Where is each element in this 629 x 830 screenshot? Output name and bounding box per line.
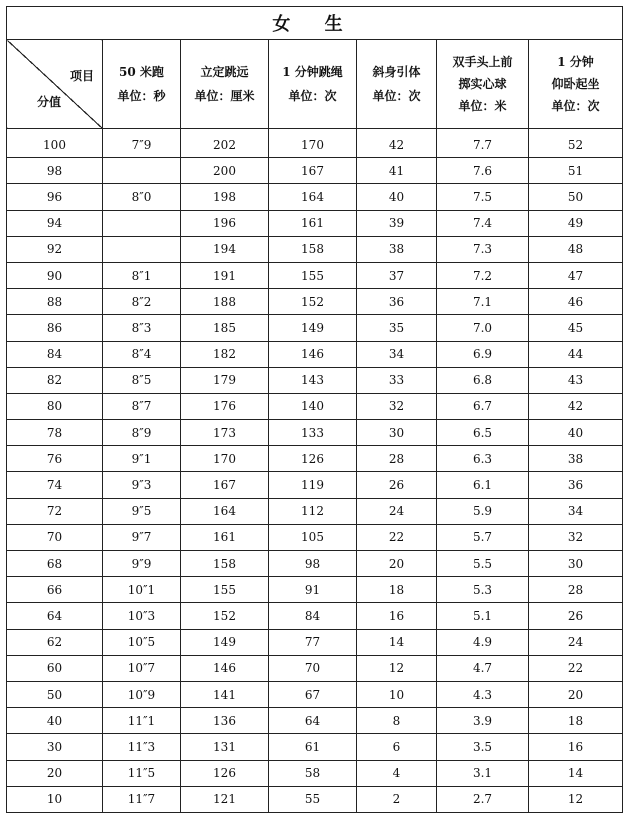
value-cell: 8″2 [103,289,181,315]
score-cell: 30 [7,734,103,760]
score-cell: 66 [7,577,103,603]
table-row [7,760,623,786]
value-cell: 18 [529,708,623,734]
col-header-long-jump [181,40,269,129]
value-cell: 58 [269,760,357,786]
value-cell: 7″9 [103,129,181,158]
value-cell: 5.5 [437,551,529,577]
value-cell: 152 [181,603,269,629]
col-name: 50 米跑 [119,65,164,79]
value-cell: 5.9 [437,498,529,524]
value-cell: 146 [181,655,269,681]
value-cell: 42 [529,393,623,419]
value-cell: 35 [357,315,437,341]
value-cell: 182 [181,341,269,367]
value-cell: 98 [269,551,357,577]
score-cell: 88 [7,289,103,315]
table-row [7,629,623,655]
value-cell: 155 [181,577,269,603]
value-cell: 131 [181,734,269,760]
col-name-2: 掷实心球 [458,77,507,91]
value-cell: 105 [269,524,357,550]
value-cell: 164 [181,498,269,524]
value-cell: 45 [529,315,623,341]
corner-cell [7,40,103,129]
col-name: 斜身引体 [372,65,421,79]
value-cell: 161 [269,210,357,236]
table-row [7,393,623,419]
value-cell: 188 [181,289,269,315]
value-cell: 51 [529,158,623,184]
value-cell: 38 [357,236,437,262]
score-cell: 96 [7,184,103,210]
table-row [7,158,623,184]
value-cell: 133 [269,420,357,446]
value-cell: 202 [181,129,269,158]
value-cell [103,158,181,184]
value-cell: 33 [357,367,437,393]
value-cell: 47 [529,262,623,288]
score-cell: 94 [7,210,103,236]
col-unit: 单位：次 [288,89,337,103]
table-row [7,708,623,734]
table-row [7,315,623,341]
col-header-50m [103,40,181,129]
value-cell: 6.9 [437,341,529,367]
value-cell: 149 [181,629,269,655]
value-cell: 8″5 [103,367,181,393]
score-table [6,6,623,813]
score-cell: 60 [7,655,103,681]
value-cell: 70 [269,655,357,681]
value-cell: 46 [529,289,623,315]
value-cell: 28 [357,446,437,472]
value-cell: 170 [269,129,357,158]
value-cell [103,236,181,262]
value-cell: 44 [529,341,623,367]
value-cell [103,210,181,236]
value-cell: 42 [357,129,437,158]
col-name: 立定跳远 [200,65,249,79]
value-cell: 10″3 [103,603,181,629]
value-cell: 10″1 [103,577,181,603]
value-cell: 8″1 [103,262,181,288]
value-cell: 40 [529,420,623,446]
value-cell: 11″3 [103,734,181,760]
value-cell: 7.4 [437,210,529,236]
value-cell: 48 [529,236,623,262]
value-cell: 140 [269,393,357,419]
value-cell: 2.7 [437,786,529,812]
value-cell: 200 [181,158,269,184]
table-row [7,446,623,472]
table-row [7,420,623,446]
value-cell: 4 [357,760,437,786]
score-cell: 50 [7,681,103,707]
value-cell: 191 [181,262,269,288]
value-cell: 146 [269,341,357,367]
col-unit: 单位：米 [458,99,507,113]
value-cell: 49 [529,210,623,236]
col-header-rope-skip [269,40,357,129]
value-cell: 64 [269,708,357,734]
table-row [7,551,623,577]
value-cell: 7.6 [437,158,529,184]
table-row [7,603,623,629]
corner-item-label: 项目 [69,69,94,83]
value-cell: 121 [181,786,269,812]
score-cell: 10 [7,786,103,812]
score-cell: 68 [7,551,103,577]
value-cell: 141 [181,681,269,707]
table-row [7,577,623,603]
value-cell: 11″7 [103,786,181,812]
value-cell: 3.9 [437,708,529,734]
value-cell: 5.7 [437,524,529,550]
value-cell: 161 [181,524,269,550]
value-cell: 22 [529,655,623,681]
value-cell: 10″7 [103,655,181,681]
value-cell: 10 [357,681,437,707]
value-cell: 6 [357,734,437,760]
value-cell: 61 [269,734,357,760]
value-cell: 16 [357,603,437,629]
value-cell: 32 [529,524,623,550]
table-row [7,498,623,524]
score-sheet [6,6,622,813]
score-cell: 76 [7,446,103,472]
value-cell: 10″5 [103,629,181,655]
score-cell: 70 [7,524,103,550]
value-cell: 24 [529,629,623,655]
value-cell: 34 [529,498,623,524]
value-cell: 176 [181,393,269,419]
value-cell: 2 [357,786,437,812]
value-cell: 77 [269,629,357,655]
table-row [7,289,623,315]
col-name: 1 分钟跳绳 [282,65,343,79]
value-cell: 26 [529,603,623,629]
table-row [7,184,623,210]
value-cell: 8″0 [103,184,181,210]
value-cell: 55 [269,786,357,812]
value-cell: 5.3 [437,577,529,603]
value-cell: 20 [357,551,437,577]
value-cell: 164 [269,184,357,210]
col-header-sit-up [529,40,623,129]
col-name: 1 分钟 [557,55,594,69]
score-cell: 74 [7,472,103,498]
score-cell: 90 [7,262,103,288]
value-cell: 7.1 [437,289,529,315]
table-row [7,655,623,681]
value-cell: 149 [269,315,357,341]
value-cell: 22 [357,524,437,550]
value-cell: 8″9 [103,420,181,446]
value-cell: 91 [269,577,357,603]
value-cell: 38 [529,446,623,472]
value-cell: 7.0 [437,315,529,341]
value-cell: 4.7 [437,655,529,681]
value-cell: 9″1 [103,446,181,472]
value-cell: 12 [529,786,623,812]
value-cell: 152 [269,289,357,315]
value-cell: 179 [181,367,269,393]
score-cell: 82 [7,367,103,393]
value-cell: 26 [357,472,437,498]
table-row [7,734,623,760]
table-row [7,129,623,158]
value-cell: 170 [181,446,269,472]
table-row [7,524,623,550]
col-unit: 单位：次 [372,89,421,103]
value-cell: 155 [269,262,357,288]
score-cell: 20 [7,760,103,786]
value-cell: 3.1 [437,760,529,786]
value-cell: 158 [269,236,357,262]
value-cell: 34 [357,341,437,367]
value-cell: 6.5 [437,420,529,446]
value-cell: 11″1 [103,708,181,734]
value-cell: 112 [269,498,357,524]
table-row [7,210,623,236]
col-header-ball-throw [437,40,529,129]
value-cell: 198 [181,184,269,210]
value-cell: 7.2 [437,262,529,288]
value-cell: 50 [529,184,623,210]
value-cell: 167 [181,472,269,498]
score-cell: 100 [7,129,103,158]
value-cell: 28 [529,577,623,603]
table-row [7,262,623,288]
value-cell: 30 [529,551,623,577]
value-cell: 41 [357,158,437,184]
value-cell: 136 [181,708,269,734]
value-cell: 9″9 [103,551,181,577]
value-cell: 43 [529,367,623,393]
score-cell: 62 [7,629,103,655]
col-unit: 单位：秒 [117,89,166,103]
value-cell: 36 [529,472,623,498]
value-cell: 40 [357,184,437,210]
table-body [7,129,623,813]
value-cell: 84 [269,603,357,629]
col-header-pull-up [357,40,437,129]
value-cell: 9″3 [103,472,181,498]
table-title: 女 生 [7,7,623,40]
score-cell: 86 [7,315,103,341]
score-cell: 92 [7,236,103,262]
value-cell: 18 [357,577,437,603]
table-row [7,367,623,393]
value-cell: 52 [529,129,623,158]
value-cell: 4.3 [437,681,529,707]
table-row [7,472,623,498]
value-cell: 173 [181,420,269,446]
value-cell: 3.5 [437,734,529,760]
score-cell: 72 [7,498,103,524]
value-cell: 11″5 [103,760,181,786]
value-cell: 7.3 [437,236,529,262]
value-cell: 10″9 [103,681,181,707]
col-unit: 单位：次 [551,99,600,113]
value-cell: 37 [357,262,437,288]
table-row [7,681,623,707]
table-row [7,341,623,367]
value-cell: 14 [357,629,437,655]
table-row [7,786,623,812]
value-cell: 16 [529,734,623,760]
value-cell: 39 [357,210,437,236]
value-cell: 36 [357,289,437,315]
value-cell: 4.9 [437,629,529,655]
header-row [7,40,623,129]
col-name-2: 仰卧起坐 [551,77,600,91]
score-cell: 80 [7,393,103,419]
value-cell: 30 [357,420,437,446]
value-cell: 126 [181,760,269,786]
value-cell: 8″7 [103,393,181,419]
col-name: 双手头上前 [452,55,513,69]
value-cell: 196 [181,210,269,236]
value-cell: 185 [181,315,269,341]
value-cell: 194 [181,236,269,262]
value-cell: 6.1 [437,472,529,498]
value-cell: 9″7 [103,524,181,550]
value-cell: 6.3 [437,446,529,472]
corner-score-label: 分值 [37,95,62,109]
table-row [7,236,623,262]
value-cell: 24 [357,498,437,524]
value-cell: 8″4 [103,341,181,367]
value-cell: 32 [357,393,437,419]
value-cell: 7.5 [437,184,529,210]
value-cell: 8″3 [103,315,181,341]
value-cell: 6.8 [437,367,529,393]
col-unit: 单位：厘米 [194,89,255,103]
value-cell: 167 [269,158,357,184]
value-cell: 5.1 [437,603,529,629]
value-cell: 158 [181,551,269,577]
score-cell: 78 [7,420,103,446]
score-cell: 64 [7,603,103,629]
value-cell: 14 [529,760,623,786]
value-cell: 9″5 [103,498,181,524]
value-cell: 67 [269,681,357,707]
value-cell: 126 [269,446,357,472]
score-cell: 40 [7,708,103,734]
score-cell: 98 [7,158,103,184]
value-cell: 7.7 [437,129,529,158]
value-cell: 119 [269,472,357,498]
value-cell: 12 [357,655,437,681]
value-cell: 6.7 [437,393,529,419]
value-cell: 8 [357,708,437,734]
score-cell: 84 [7,341,103,367]
value-cell: 20 [529,681,623,707]
value-cell: 143 [269,367,357,393]
